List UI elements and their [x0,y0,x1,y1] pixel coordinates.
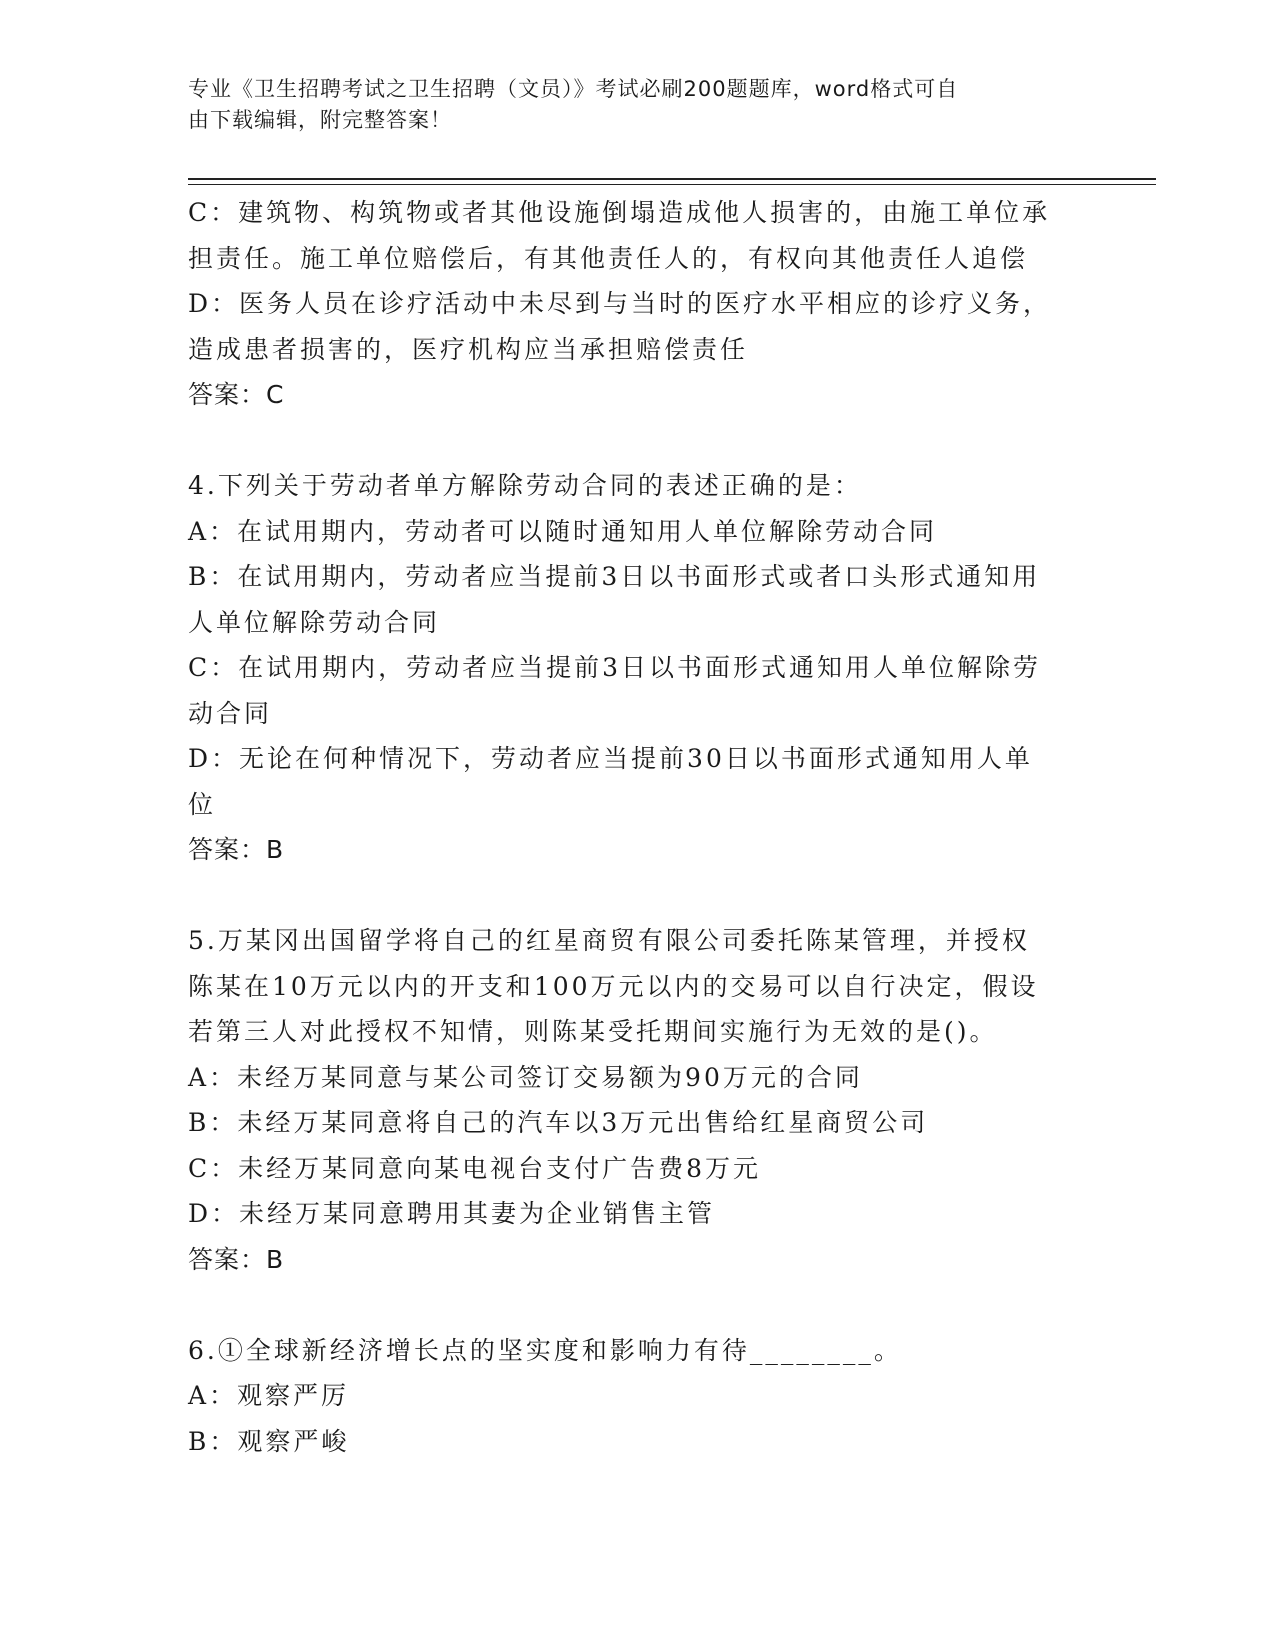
q4-option-d-line-1: D：无论在何种情况下，劳动者应当提前30日以书面形式通知用人单 [188,744,1033,773]
q5-stem-line-3: 若第三人对此授权不知情，则陈某受托期间实施行为无效的是()。 [188,1017,998,1046]
q5-option-b: B：未经万某同意将自己的汽车以3万元出售给红星商贸公司 [188,1108,929,1137]
q3-option-d-line-1: D：医务人员在诊疗活动中未尽到与当时的医疗水平相应的诊疗义务， [188,289,1052,318]
q6-option-b: B：观察严峻 [188,1426,350,1456]
page-header [188,74,1068,136]
q4-option-d-line-2: 位 [188,789,217,819]
header-line-2: 由下载编辑，附完整答案！ [188,108,452,132]
q5-option-c: C：未经万某同意向某电视台支付广告费8万元 [188,1153,762,1183]
q5-option-a: A：未经万某同意与某公司签订交易额为90万元的合同 [188,1062,863,1092]
q4-answer: 答案：B [188,835,285,864]
q4-option-a: A：在试用期内，劳动者可以随时通知用人单位解除劳动合同 [188,516,938,546]
question-4 [188,463,1088,873]
q3-option-c-line-1: C：建筑物、构筑物或者其他设施倒塌造成他人损害的，由施工单位承 [188,198,1051,227]
q3-answer: 答案：C [188,380,285,409]
header-divider-thin [188,184,1156,185]
q4-option-c-line-2: 动合同 [188,698,273,728]
spacer [188,873,1088,919]
q3-option-d-line-2: 造成患者损害的，医疗机构应当承担赔偿责任 [188,334,749,364]
q5-stem-line-2: 陈某在10万元以内的开支和100万元以内的交易可以自行决定，假设 [188,971,1039,1001]
q4-stem: 4.下列关于劳动者单方解除劳动合同的表述正确的是： [188,471,862,500]
question-6 [188,1328,1088,1465]
question-3-continued [188,190,1088,418]
document-body [188,190,1088,1464]
q4-option-b-line-2: 人单位解除劳动合同 [188,607,441,637]
q4-option-c-line-1: C：在试用期内，劳动者应当提前3日以书面形式通知用人单位解除劳 [188,653,1042,682]
question-5 [188,918,1088,1282]
q5-answer: 答案：B [188,1244,285,1274]
header-divider-thick [188,178,1156,180]
spacer [188,1282,1088,1328]
q3-option-c-line-2: 担责任。施工单位赔偿后，有其他责任人的，有权向其他责任人追偿 [188,243,1029,273]
spacer [188,418,1088,464]
q6-option-a: A：观察严厉 [188,1381,350,1410]
q6-stem: 6.①全球新经济增长点的坚实度和影响力有待________。 [188,1335,902,1365]
q5-stem-line-1: 5.万某冈出国留学将自己的红星商贸有限公司委托陈某管理，并授权 [188,926,1030,955]
q4-option-b-line-1: B：在试用期内，劳动者应当提前3日以书面形式或者口头形式通知用 [188,562,1041,591]
header-line-1: 专业《卫生招聘考试之卫生招聘（文员）》考试必刷200题题库，word格式可自 [188,77,959,101]
q5-option-d: D：未经万某同意聘用其妻为企业销售主管 [188,1199,716,1228]
